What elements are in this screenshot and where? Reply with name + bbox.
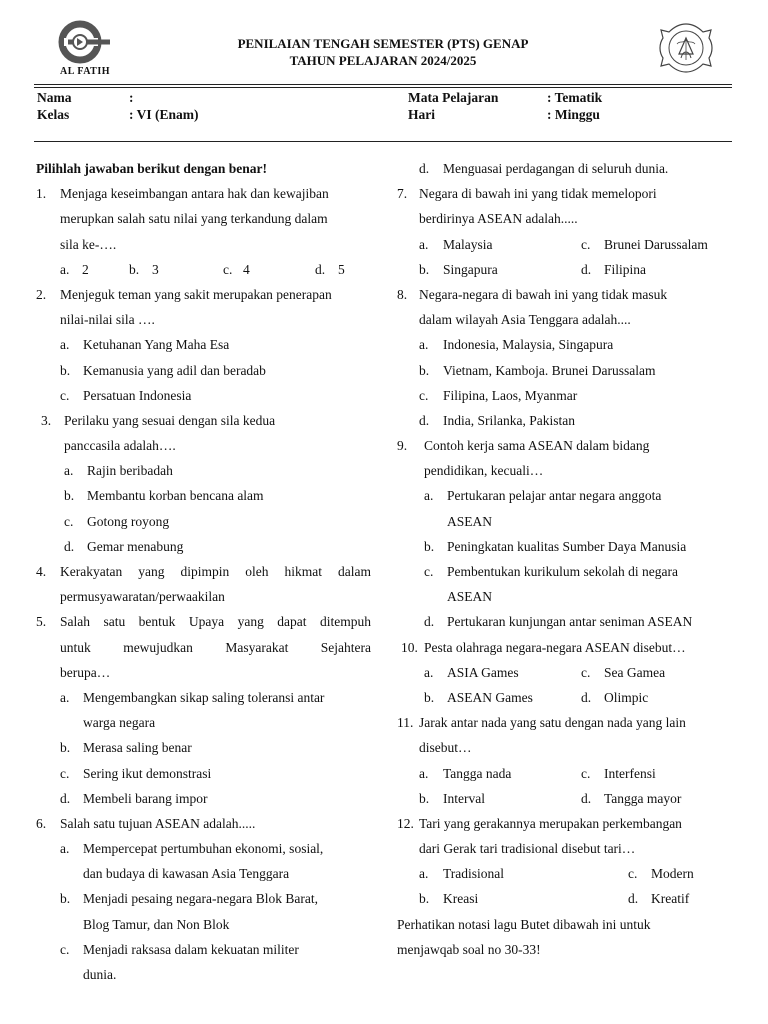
header-divider-thick bbox=[34, 84, 732, 85]
option-letter: b. bbox=[60, 362, 71, 378]
option-letter: d. bbox=[581, 790, 592, 806]
option-letter: b. bbox=[419, 261, 430, 277]
option-letter: d. bbox=[64, 538, 75, 554]
question-number: 8. bbox=[397, 286, 408, 302]
question-text: nilai-nilai sila …. bbox=[60, 312, 155, 328]
option-letter: b. bbox=[419, 362, 430, 378]
question-text: disebut… bbox=[419, 740, 472, 756]
question-number: 5. bbox=[36, 614, 47, 630]
question-text: permusyawaratan/perwaakilan bbox=[60, 589, 225, 605]
option-letter: a. bbox=[424, 664, 434, 680]
question-number: 7. bbox=[397, 186, 408, 202]
option-letter: c. bbox=[424, 564, 434, 579]
question-number: 12. bbox=[397, 815, 414, 831]
option-letter: a. bbox=[419, 765, 429, 781]
option-text: Mempercepat pertumbuhan ekonomi, sosial, bbox=[83, 841, 324, 857]
question-number: 2. bbox=[36, 286, 47, 302]
question-text: dalam wilayah Asia Tenggara adalah.... bbox=[419, 312, 631, 328]
question-number: 4. bbox=[36, 564, 47, 579]
option-text: Interfensi bbox=[604, 765, 656, 781]
option-letter: b. bbox=[129, 261, 140, 277]
question-text: Salah satu tujuan ASEAN adalah..... bbox=[60, 815, 256, 831]
question-6 bbox=[36, 811, 372, 987]
option-letter: b. bbox=[424, 689, 435, 705]
option-text: Gotong royong bbox=[87, 513, 170, 529]
option-letter: c. bbox=[419, 387, 429, 403]
option-text: Ketuhanan Yang Maha Esa bbox=[83, 337, 230, 353]
option-letter: a. bbox=[419, 337, 429, 353]
option-text: 2 bbox=[82, 261, 89, 277]
option-letter: d. bbox=[419, 161, 430, 176]
question-number: 1. bbox=[36, 186, 47, 202]
question-text: pendidikan, kecuali… bbox=[424, 463, 544, 479]
option-letter: d. bbox=[60, 790, 71, 806]
question-12 bbox=[397, 811, 733, 912]
option-letter: b. bbox=[424, 538, 435, 554]
option-text: Tangga mayor bbox=[604, 790, 682, 806]
question-number: 10. bbox=[401, 639, 418, 655]
question-9 bbox=[397, 433, 733, 635]
exam-header bbox=[0, 0, 768, 90]
question-8 bbox=[397, 282, 733, 433]
question-3 bbox=[36, 408, 372, 559]
question-text: Salah satu bentuk Upaya yang dapat ditempuh bbox=[60, 614, 371, 630]
note-text: menjawqab soal no 30-33! bbox=[397, 941, 541, 957]
option-letter: a. bbox=[424, 488, 434, 504]
option-letter: a. bbox=[60, 689, 70, 705]
option-text: Tradisional bbox=[443, 866, 505, 882]
option-text: Kemanusia yang adil dan beradab bbox=[83, 362, 266, 378]
hari-value: : Minggu bbox=[547, 107, 600, 122]
info-divider bbox=[34, 141, 732, 142]
option-text: Sering ikut demonstrasi bbox=[83, 765, 212, 781]
question-text: dari Gerak tari tradisional disebut tari… bbox=[419, 841, 636, 857]
option-text: Peningkatan kualitas Sumber Daya Manusia bbox=[447, 538, 687, 554]
option-letter: c. bbox=[581, 765, 591, 781]
option-letter: c. bbox=[628, 866, 638, 882]
option-letter: b. bbox=[419, 891, 430, 907]
question-11 bbox=[397, 710, 733, 811]
option-letter: a. bbox=[419, 236, 429, 252]
option-text: Persatuan Indonesia bbox=[83, 387, 192, 403]
option-letter: a. bbox=[64, 463, 74, 479]
question-7 bbox=[397, 181, 733, 282]
option-letter: b. bbox=[60, 891, 71, 907]
option-text: Modern bbox=[651, 866, 694, 882]
option-text: dan budaya di kawasan Asia Tenggara bbox=[83, 866, 290, 882]
question-number: 9. bbox=[397, 438, 408, 454]
option-text: 4 bbox=[243, 261, 250, 277]
note-text: Perhatikan notasi lagu Butet dibawah ini untuk bbox=[397, 916, 651, 932]
option-text: Menjadi raksasa dalam kekuatan militer bbox=[83, 941, 299, 957]
question-10 bbox=[397, 635, 733, 711]
option-text: Membantu korban bencana alam bbox=[87, 488, 264, 504]
question-text: berdirinya ASEAN adalah..... bbox=[419, 211, 578, 227]
option-text: Malaysia bbox=[443, 236, 493, 252]
option-text: Kreasi bbox=[443, 891, 479, 907]
option-letter: d. bbox=[628, 891, 639, 907]
option-letter: a. bbox=[60, 261, 70, 277]
exam-title bbox=[150, 35, 616, 69]
question-text: Negara-negara di bawah ini yang tidak masuk bbox=[419, 286, 668, 302]
option-letter: b. bbox=[60, 740, 71, 756]
option-text: Tangga nada bbox=[443, 765, 512, 781]
notation-note bbox=[397, 912, 733, 962]
tut-wuri-handayani-emblem bbox=[655, 20, 717, 74]
exam-title-line1: PENILAIAN TENGAH SEMESTER (PTS) GENAP bbox=[237, 36, 529, 51]
option-text: Indonesia, Malaysia, Singapura bbox=[443, 337, 614, 353]
option-letter: c. bbox=[64, 513, 74, 529]
option-letter: c. bbox=[60, 765, 70, 781]
question-text: Tari yang gerakannya merupakan perkembangan bbox=[419, 815, 682, 831]
option-letter: c. bbox=[581, 236, 591, 252]
question-number: 11. bbox=[397, 715, 414, 731]
nama-value: : bbox=[129, 90, 134, 105]
kelas-label: Kelas bbox=[37, 107, 70, 122]
question-text: Menjaga keseimbangan antara hak dan kewajiban bbox=[60, 186, 329, 202]
option-text: Blog Tamur, dan Non Blok bbox=[83, 916, 230, 932]
option-text: Brunei Darussalam bbox=[604, 236, 708, 252]
option-text: Pertukaran kunjungan antar seniman ASEAN bbox=[447, 614, 693, 630]
option-text: Rajin beribadah bbox=[87, 463, 173, 479]
question-text: Kerakyatan yang dipimpin oleh hikmat dalam bbox=[60, 564, 371, 579]
option-text: Kreatif bbox=[651, 891, 690, 907]
option-text: ASIA Games bbox=[447, 664, 519, 680]
option-text: Olimpic bbox=[604, 689, 649, 705]
option-text: Filipina bbox=[604, 261, 647, 277]
question-number: 3. bbox=[41, 412, 52, 428]
option-text: Pembentukan kurikulum sekolah di negara bbox=[447, 564, 678, 579]
question-text: Menjeguk teman yang sakit merupakan penerapan bbox=[60, 286, 332, 302]
option-text: Menguasai perdagangan di seluruh dunia. bbox=[443, 161, 669, 176]
option-letter: b. bbox=[419, 790, 430, 806]
option-text: Interval bbox=[443, 790, 485, 806]
option-letter: d. bbox=[424, 614, 435, 630]
option-text: Merasa saling benar bbox=[83, 740, 192, 756]
question-text: Negara di bawah ini yang tidak memelopori bbox=[419, 186, 657, 202]
mapel-label: Mata Pelajaran bbox=[408, 90, 499, 105]
school-logo-text: AL FATIH bbox=[59, 66, 111, 77]
exam-title-line2: TAHUN PELAJARAN 2024/2025 bbox=[289, 53, 477, 68]
mapel-value: : Tematik bbox=[547, 90, 603, 105]
option-letter: a. bbox=[60, 841, 70, 857]
option-letter: a. bbox=[419, 866, 429, 882]
question-text: panccasila adalah…. bbox=[64, 438, 176, 454]
option-text: Sea Gamea bbox=[604, 664, 666, 680]
option-text: dunia. bbox=[83, 967, 117, 982]
question-text: sila ke-…. bbox=[60, 236, 117, 252]
option-text: Menjadi pesaing negara-negara Blok Barat, bbox=[83, 891, 319, 907]
student-info bbox=[0, 89, 768, 129]
header-divider-thin bbox=[34, 87, 732, 88]
option-text: ASEAN Games bbox=[447, 689, 533, 705]
option-text: ASEAN bbox=[447, 513, 493, 529]
question-4 bbox=[36, 559, 372, 609]
option-letter: a. bbox=[60, 337, 70, 353]
question-1 bbox=[36, 181, 372, 282]
option-letter: d. bbox=[581, 261, 592, 277]
nama-label: Nama bbox=[37, 90, 72, 105]
option-text: Vietnam, Kamboja. Brunei Darussalam bbox=[443, 362, 656, 378]
option-text: Filipina, Laos, Myanmar bbox=[443, 387, 578, 403]
question-text: Perilaku yang sesuai dengan sila kedua bbox=[64, 412, 276, 428]
question-2 bbox=[36, 282, 372, 408]
option-text: 5 bbox=[338, 261, 345, 277]
option-text: warga negara bbox=[83, 715, 156, 731]
question-text: Jarak antar nada yang satu dengan nada yang lain bbox=[419, 715, 686, 731]
option-text: Pertukaran pelajar antar negara anggota bbox=[447, 488, 662, 504]
option-letter: d. bbox=[581, 689, 592, 705]
question-text: Pesta olahraga negara-negara ASEAN disebut… bbox=[424, 639, 686, 655]
option-letter: c. bbox=[60, 941, 70, 957]
instruction: Pilihlah jawaban berikut dengan benar! bbox=[36, 161, 268, 176]
question-text: berupa… bbox=[60, 664, 111, 680]
question-text: merupkan salah satu nilai yang terkandung dalam bbox=[60, 211, 328, 227]
option-text: Mengembangkan sikap saling toleransi antar bbox=[83, 689, 325, 705]
question-5 bbox=[36, 609, 372, 811]
option-letter: b. bbox=[64, 488, 75, 504]
question-number: 6. bbox=[36, 815, 47, 831]
option-letter: c. bbox=[60, 387, 70, 403]
question-text: untuk mewujudkan Masyarakat Sejahtera bbox=[60, 639, 371, 655]
option-text: ASEAN bbox=[447, 589, 493, 605]
option-letter: d. bbox=[315, 261, 326, 277]
option-text: Gemar menabung bbox=[87, 538, 184, 554]
option-text: Membeli barang impor bbox=[83, 790, 208, 806]
option-letter: c. bbox=[223, 261, 233, 277]
school-logo bbox=[50, 20, 120, 80]
question-text: Contoh kerja sama ASEAN dalam bidang bbox=[424, 438, 650, 454]
option-letter: c. bbox=[581, 664, 591, 680]
option-text: Singapura bbox=[443, 261, 498, 277]
left-column bbox=[36, 156, 372, 987]
hari-label: Hari bbox=[408, 107, 435, 122]
option-letter: d. bbox=[419, 412, 430, 428]
option-text: India, Srilanka, Pakistan bbox=[443, 412, 575, 428]
kelas-value: : VI (Enam) bbox=[129, 107, 199, 122]
right-column bbox=[397, 156, 733, 962]
option-text: 3 bbox=[152, 261, 159, 277]
